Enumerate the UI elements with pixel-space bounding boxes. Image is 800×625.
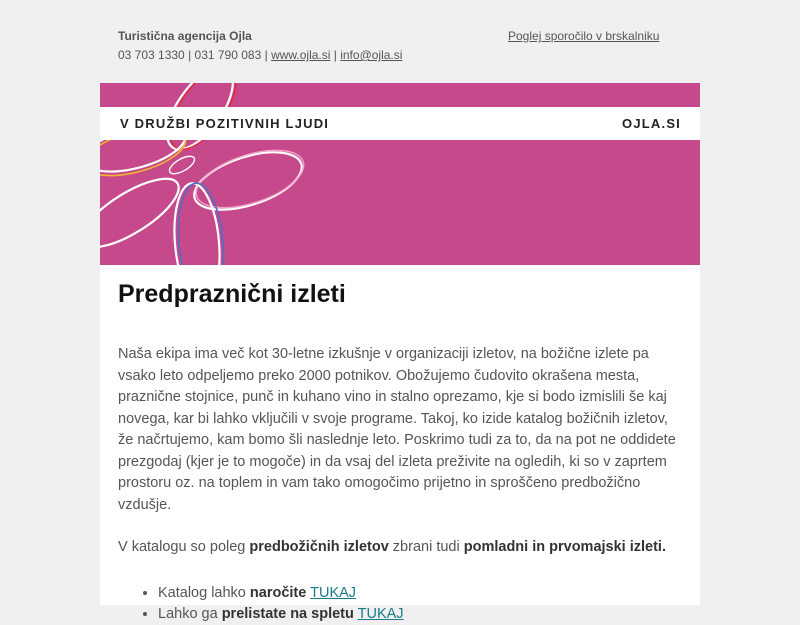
browse-catalog-link[interactable]: TUKAJ [357, 605, 404, 622]
text: zbrani tudi [388, 539, 464, 555]
article-title: Predpraznični izleti [118, 280, 346, 308]
order-catalog-link[interactable]: TUKAJ [310, 584, 357, 601]
tagline: V DRUŽBI POZITIVNIH LJUDI [120, 116, 330, 131]
catalog-paragraph [118, 537, 682, 559]
email-link[interactable]: info@ojla.si [340, 48, 403, 62]
list-item [158, 604, 682, 625]
email-container [100, 0, 700, 622]
article-paragraph: Naša ekipa ima več kot 30-letne izkušnje v organizaciji izletov, na božične izlete pa vsako leto odpeljemo preko 2000 potnikov. Obožujemo čudovito okrašena mesta, praznične stojnice, punč in kuhano vino in stalno oprezamo, kje si bodo izmislili še kaj novega, kar bi lahko vključili v svoje programe. Takoj, ko izide katalog božičnih izletov, že načrtujemo, kam bomo šli naslednje leto. Poskrimo tudi za to, da na pot ne oddidete prezgodaj (kjer je to mogoče) in da vsaj del izleta preživite na ogledih, ki so v zaprtem prostoru oz. na toplem in vam tako omogočimo prijetno in sproščeno predbožično vzdušje. [118, 346, 676, 513]
phone-2: 031 790 083 [194, 48, 262, 62]
petal-shape [167, 153, 197, 177]
separator: | [184, 48, 195, 62]
contact-line [118, 48, 402, 62]
text: V katalogu so poleg [118, 539, 250, 555]
hero-banner [100, 83, 700, 265]
phone-1: 03 703 1330 [118, 48, 185, 62]
tagline-bar [100, 107, 700, 140]
site-name: OJLA.SI [622, 116, 681, 131]
bold-text: predbožičnih izletov [249, 539, 389, 555]
separator: | [261, 48, 272, 62]
action-list [118, 583, 682, 625]
agency-name: Turistična agencija Ojla [118, 29, 252, 43]
list-item [158, 583, 682, 604]
article-body [100, 265, 700, 622]
bold-text: naročite [249, 584, 307, 601]
bold-text: pomladni in prvomajski izleti. [463, 539, 666, 555]
separator: | [330, 48, 341, 62]
bold-text: prelistate na spletu [221, 605, 354, 622]
text: Lahko ga [158, 605, 222, 622]
preheader [100, 0, 700, 83]
view-in-browser-link[interactable]: Poglej sporočilo v brskalniku [508, 29, 660, 43]
text: Katalog lahko [158, 584, 250, 601]
petal-shape [187, 141, 308, 221]
website-link[interactable]: www.ojla.si [271, 48, 331, 62]
